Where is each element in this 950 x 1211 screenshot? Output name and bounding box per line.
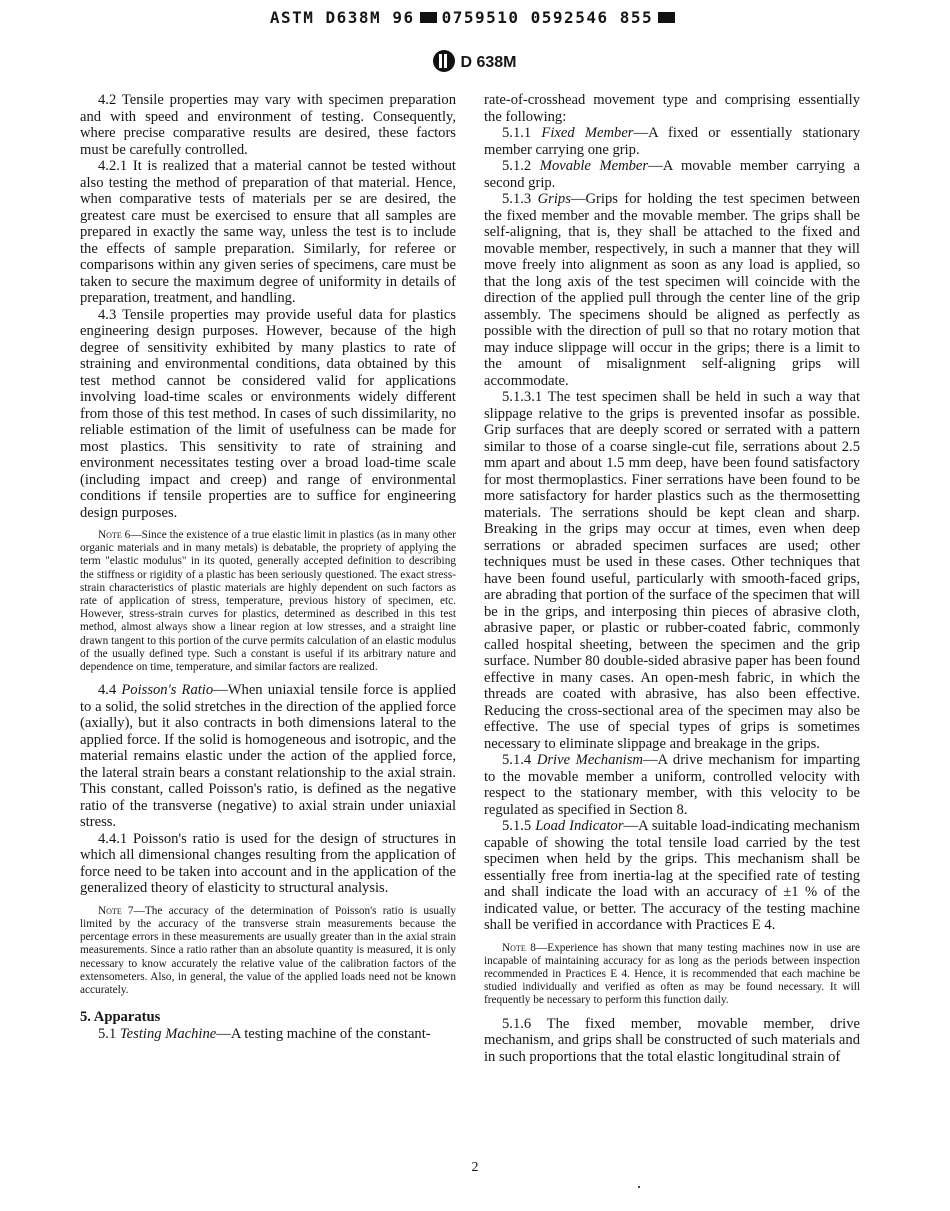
paragraph-5-1-2-title: Movable Member (539, 158, 649, 174)
astm-logo-icon (433, 50, 455, 72)
paragraph-5-1-4-text: —A drive mechanism for imparting to the movable member a uniform, controlled velocity with respect to the stationary member, with this velocity to be regulated as specified in Section 8. (484, 752, 860, 818)
paragraph-5-1-3 (484, 191, 860, 389)
paragraph-5-1-4-title: Drive Mechanism (536, 752, 643, 768)
paragraph-5-1-4 (484, 752, 860, 818)
note-6-label: Note 6 (98, 529, 131, 541)
page-number: 2 (471, 1160, 479, 1175)
paragraph-4-4-title: Poisson's Ratio (121, 682, 214, 699)
note-8-label: Note 8 (502, 941, 536, 954)
paragraph-4-2-1: 4.2.1 It is realized that a material cannot be tested without also testing the method of preparation of that material. Hence, when comparative tests of materials per se are desired, the greatest care must be exercised to ensure that all samples are prepared in exactly the same way, unless the test is to include the effects of sample preparation. Similarly, for referee or comparisons within any given series of specimens, care must be taken to secure the maximum degree of uniformity in details of preparation, treatment, and handling. (80, 158, 456, 306)
note-7-label: Note 7 (98, 904, 134, 917)
paragraph-5-1-5-title: Load Indicator (535, 818, 624, 834)
paragraph-5-1-continued: rate-of-crosshead movement type and comprising essentially the following: (484, 92, 860, 125)
paragraph-5-1-1-text: —A fixed or essentially stationary member carrying one grip. (484, 125, 861, 158)
paragraph-5-1 (80, 1026, 456, 1043)
header-part1: ASTM D638M 96 (269, 8, 415, 27)
paragraph-5-1-2-text: —A movable member carrying a second grip. (484, 158, 860, 191)
paragraph-5-1-1 (484, 125, 860, 158)
paragraph-4-3: 4.3 Tensile properties may provide useful data for plastics engineering design purposes. However, because of the high degree of sensitivity exhibited by many plastics to rate of straining and environmental conditions, data obtained by this test method cannot be considered valid for applications involving load-time scales or environments widely different from those of this test method. In cases of such dissimilarity, no reliable estimation of the limit of usefulness can be made for most plastics. This sensitivity to rate of straining and environment necessitates testing over a broad load-time scale (including impact and creep) and range of environmental conditions if tensile properties are to suffice for engineering design purposes. (80, 306, 456, 521)
page-header-code (0, 8, 950, 27)
header-block-mark (420, 12, 437, 23)
paragraph-5-1-text: —A testing machine of the constant- (216, 1025, 431, 1042)
paragraph-4-4-text: —When uniaxial tensile force is applied to a solid, the solid stretches in the direction of the applied force (axially), but it also contracts in both dimensions lateral to the applied force. If the solid is homogeneous and isotropic, and the material remains elastic under the action of the applied force, the lateral strain bears a constant relationship to the axial strain. This constant, called Poisson's ratio, is defined as the negative ratio of the transverse (negative) to axial strain under uniaxial stress. (80, 682, 456, 831)
right-column (484, 92, 860, 1065)
paragraph-5-1-5-number: 5.1.5 (502, 818, 532, 834)
note-7-text: —The accuracy of the determination of Poisson's ratio is usually limited by the accuracy of the transverse strain measurements because the percentage errors in these measurements are usually greater than in the axial strain measurements. Since a ratio rather than an absolute quantity is measured, it is only necessary to know accurately the relative value of the calibration factors of the extensometers. Also, in general, the value of the applied loads need not be known accurately. (80, 904, 456, 996)
paragraph-5-1-title: Testing Machine (119, 1025, 217, 1042)
scan-speck (638, 1186, 640, 1188)
paragraph-5-1-3-title: Grips (537, 191, 571, 207)
paragraph-5-1-6: 5.1.6 The fixed member, movable member, drive mechanism, and grips shall be constructed of such materials and in such proportions that the total elastic longitudinal strain of (484, 1015, 860, 1065)
paragraph-5-1-3-text: —Grips for holding the test specimen between the fixed member and the movable member. The grips shall be self-aligning, that is, they shall be attached to the fixed and movable member, respectively, in such a manner that they will move freely into alignment as soon as any load is applied, so that the long axis of the test specimen will coincide with the direction of the applied pull through the center line of the grip assembly. The specimens should be aligned as perfectly as possible with the direction of pull so that no rotary motion that may induce slippage will occur in the grips; there is a limit to the amount of misalignment self-aligning grips will accommodate. (484, 191, 860, 389)
note-8 (484, 942, 860, 1008)
paragraph-5-1-number: 5.1 (98, 1025, 117, 1042)
paragraph-4-2: 4.2 Tensile properties may vary with specimen preparation and with speed and environment of testing. Consequently, where precise comparative results are desired, these factors must be carefully controlled. (80, 92, 456, 158)
paragraph-5-1-5-text: —A suitable load-indicating mechanism capable of showing the total tensile load carried by the test specimen when held by the grips. This mechanism shall be essentially free from inertia-lag at the specified rate of testing and shall indicate the load with an accuracy of ±1 % of the indicated value, or better. The accuracy of the testing machine shall be verified in accordance with Practices E 4. (484, 818, 860, 933)
header-block-mark-end (658, 12, 675, 23)
paragraph-5-1-3-number: 5.1.3 (502, 191, 532, 207)
paragraph-4-4-number: 4.4 (98, 682, 117, 699)
standard-designation (0, 50, 950, 72)
paragraph-4-4 (80, 682, 456, 831)
note-6 (80, 529, 456, 674)
paragraph-4-4-1: 4.4.1 Poisson's ratio is used for the design of structures in which all dimensional changes resulting from the application of force need to be taken into account and in the application of the generalized theory of elasticity to structural analysis. (80, 830, 456, 897)
note-8-text: —Experience has shown that many testing machines now in use are incapable of maintaining accuracy for as long as the periods between inspection recommended in Practices E 4. Hence, it is recommended that each machine be studied individually and verified as often as may be found necessary. It will frequently be necessary to perform this function daily. (484, 941, 860, 1007)
header-part2: 0759510 0592546 855 (441, 8, 654, 27)
section-5-heading: 5. Apparatus (80, 1009, 161, 1026)
paragraph-5-1-1-number: 5.1.1 (502, 125, 532, 141)
paragraph-5-1-2-number: 5.1.2 (502, 158, 532, 174)
designation-text: D 638M (460, 54, 517, 71)
paragraph-5-1-4-number: 5.1.4 (502, 752, 532, 768)
left-column (80, 92, 456, 1042)
paragraph-5-1-1-title: Fixed Member (541, 125, 634, 141)
paragraph-5-1-5 (484, 818, 860, 934)
paragraph-5-1-2 (484, 158, 860, 191)
paragraph-5-1-3-1: 5.1.3.1 The test specimen shall be held in such a way that slippage relative to the grips is prevented insofar as possible. Grip surfaces that are deeply scored or serrated with a pattern similar to those of a coarse single-cut file, serrations about 2.5 mm apart and about 1.5 mm deep, have been found satisfactory for most thermoplastics. Finer serrations have been found to be more satisfactory for harder plastics such as the thermosetting materials. The serrations should be kept clean and sharp. Breaking in the grips may occur at times, even when deep serrations or abraded specimen surfaces are used; other techniques must be used in these cases. Other techniques that have been found useful, particularly with smooth-faced grips, are abrading that portion of the surface of the specimen that will be in the grips, and interposing thin pieces of abrasive cloth, abrasive paper, or plastic or rubber-coated fabric, commonly called hospital sheeting, between the specimen and the grip surface. Number 80 double-sided abrasive paper has been found effective in many cases. An open-mesh fabric, in which the threads are coated with abrasive, has also been effective. Reducing the cross-sectional area of the specimen may also be effective. The use of special types of grips is sometimes necessary to eliminate slippage and breakage in the grips. (484, 389, 860, 752)
note-6-text: —Since the existence of a true elastic limit in plastics (as in many other organic materials and in many metals) is debatable, the propriety of applying the term "elastic modulus" in its quoted, generally accepted definition to describing the stiffness or rigidity of a plastic has been seriously questioned. The exact stress-strain characteristics of plastic materials are highly dependent on such factors as rate of application of stress, temperature, previous history of specimen, etc. However, stress-strain curves for plastics, determined as described in this test method, almost always show a linear region at low stresses, and a straight line drawn tangent to this portion of the curve permits calculation of an elastic modulus of the usually defined type. Such a constant is useful if its arbitrary nature and dependence on time, temperature, and similar factors are realized. (80, 529, 456, 674)
note-7 (80, 905, 456, 997)
